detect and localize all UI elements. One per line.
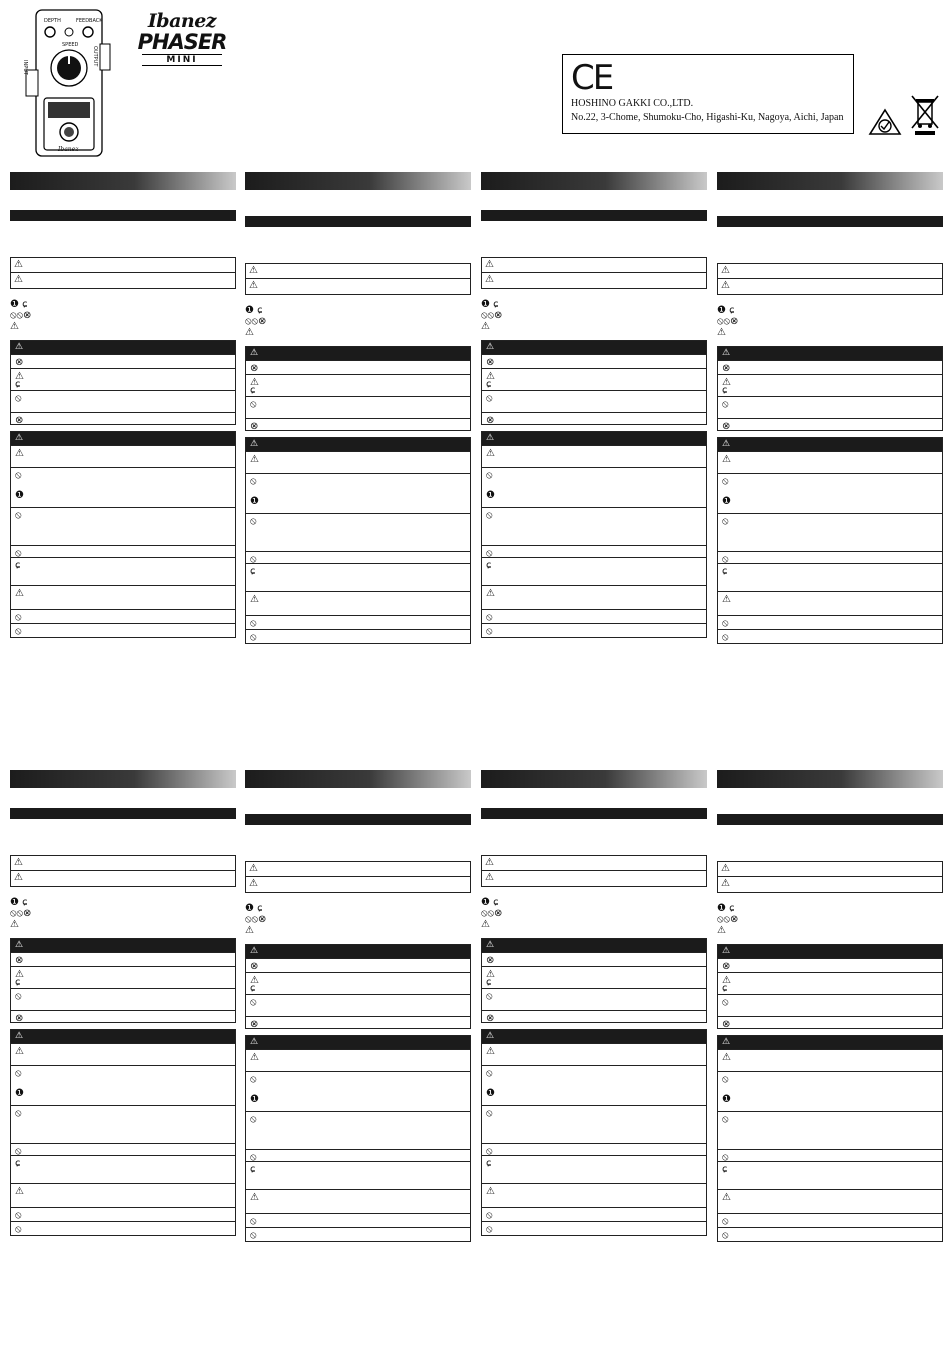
symbol-legend: [481, 897, 707, 930]
caution-item: ⚠: [482, 445, 706, 467]
section-heading-bar: [245, 814, 471, 825]
warning-icon: ⚠: [481, 919, 490, 930]
caution-item: ⦸: [246, 1227, 470, 1241]
caution-item: ⦸: [482, 623, 706, 637]
caution-item: ⦸: [718, 1227, 942, 1241]
warning-item: ⦸: [246, 994, 470, 1016]
section-heading-bar: [717, 814, 943, 825]
warning-section-header: ⚠: [11, 341, 235, 354]
warning-item: ⚠ ɕ: [718, 972, 942, 994]
section-heading-bar: [10, 808, 236, 819]
mandatory-icon: ❶ ɕ: [717, 903, 735, 914]
caution-item: ⦸: [246, 615, 470, 629]
warning-item: ⦸: [718, 396, 942, 418]
caution-item: ⦸: [246, 1111, 470, 1149]
caution-item: ⦸: [482, 545, 706, 557]
warning-section: [10, 938, 236, 1023]
caution-item: ⦸: [246, 629, 470, 643]
symbol-legend: [10, 897, 236, 930]
warning-section: [245, 944, 471, 1029]
caution-item: ⦸: [482, 1207, 706, 1221]
caution-section-header: ⚠: [246, 438, 470, 451]
section-heading-bar: [10, 210, 236, 221]
caution-item: ɕ: [718, 1161, 942, 1189]
caution-definition-box: [10, 871, 236, 887]
symbol-legend: [245, 305, 471, 338]
warning-icon: ⚠: [717, 925, 726, 936]
caution-section: [481, 431, 707, 638]
warning-icon: ⚠: [721, 280, 730, 291]
warning-section-header: ⚠: [482, 939, 706, 952]
caution-item: ⦸: [246, 1213, 470, 1227]
caution-section: [10, 1029, 236, 1236]
warning-icon: ⚠: [249, 280, 258, 291]
language-column-2: [245, 172, 471, 644]
caution-item: ⚠: [11, 1043, 235, 1065]
warning-icon: ⚠: [245, 327, 254, 338]
warning-definition-box: [10, 257, 236, 273]
warning-section: [717, 944, 943, 1029]
prohibited-icon: ⦸⦸⊗: [10, 908, 32, 919]
caution-section-header: ⚠: [482, 432, 706, 445]
caution-item: ɕ: [246, 563, 470, 591]
section-heading-bar: [481, 210, 707, 221]
caution-item: ⦸ ❶: [11, 467, 235, 507]
warning-section: [245, 346, 471, 431]
column-title-bar: [245, 172, 471, 190]
mandatory-icon: ❶ ɕ: [10, 897, 28, 908]
warning-section-header: ⚠: [482, 341, 706, 354]
warning-item: ⊗: [482, 1010, 706, 1022]
caution-section: [481, 1029, 707, 1236]
warning-definition-box: [245, 263, 471, 279]
caution-item: ⚠: [718, 1189, 942, 1213]
pedal-footer-logo: Ibanez: [58, 146, 79, 153]
caution-item: ɕ: [482, 1155, 706, 1183]
caution-definition-box: [245, 877, 471, 893]
caution-item: ⦸: [11, 545, 235, 557]
warning-icon: ⚠: [249, 863, 258, 874]
caution-definition-box: [245, 279, 471, 295]
brand-name: Ibanez: [147, 10, 217, 32]
mandatory-icon: ❶ ɕ: [10, 299, 28, 310]
caution-item: ɕ: [11, 1155, 235, 1183]
caution-section: [717, 437, 943, 644]
manufacturer-name: HOSHINO GAKKI CO.,LTD.: [571, 98, 694, 109]
caution-section-header: ⚠: [482, 1030, 706, 1043]
warning-icon: ⚠: [10, 919, 19, 930]
caution-item: ⦸: [246, 551, 470, 563]
caution-item: ⦸: [718, 1213, 942, 1227]
language-column-8: [717, 770, 943, 1242]
warning-item: ⚠ ɕ: [482, 368, 706, 390]
warning-item: ⊗: [482, 412, 706, 424]
caution-item: ⚠: [718, 591, 942, 615]
caution-item: ⦸ ❶: [482, 467, 706, 507]
pedal-illustration: [14, 8, 118, 158]
caution-item: ⦸ ❶: [246, 1071, 470, 1111]
warning-definition-box: [717, 263, 943, 279]
caution-item: ⚠: [482, 1043, 706, 1065]
symbol-legend: [481, 299, 707, 332]
prohibited-icon: ⦸⦸⊗: [481, 908, 503, 919]
prohibited-icon: ⦸⦸⊗: [245, 316, 267, 327]
caution-section-header: ⚠: [246, 1036, 470, 1049]
ce-mark: CE: [571, 58, 613, 98]
knob-label-depth: DEPTH: [44, 18, 61, 24]
caution-item: ⦸ ❶: [718, 473, 942, 513]
caution-item: ⚠: [11, 585, 235, 609]
warning-section: [481, 938, 707, 1023]
caution-section: [245, 437, 471, 644]
caution-item: ɕ: [718, 563, 942, 591]
jack-label-output: OUTPUT: [92, 46, 98, 67]
warning-section-header: ⚠: [246, 945, 470, 958]
warning-definition-box: [481, 257, 707, 273]
caution-item: ⦸: [482, 1105, 706, 1143]
warning-definition-box: [10, 855, 236, 871]
caution-item: ⦸: [11, 1221, 235, 1235]
caution-item: ⚠: [246, 1049, 470, 1071]
caution-item: ⦸: [718, 615, 942, 629]
warning-item: ⊗: [246, 360, 470, 374]
warning-icon: ⚠: [481, 321, 490, 332]
caution-item: ⦸ ❶: [11, 1065, 235, 1105]
warning-definition-box: [245, 861, 471, 877]
warning-item: ⦸: [11, 988, 235, 1010]
warning-item: ⚠ ɕ: [482, 966, 706, 988]
caution-item: ⚠: [246, 451, 470, 473]
caution-section: [717, 1035, 943, 1242]
warning-item: ⊗: [482, 952, 706, 966]
warning-section: [717, 346, 943, 431]
warning-definition-box: [717, 861, 943, 877]
caution-item: ⦸: [718, 551, 942, 563]
warning-item: ⊗: [718, 1016, 942, 1028]
mandatory-icon: ❶ ɕ: [245, 903, 263, 914]
manufacturer-address: No.22, 3-Chome, Shumoku-Cho, Higashi-Ku, Nagoya, Aichi, Japan: [571, 112, 844, 123]
warning-item: ⚠ ɕ: [246, 374, 470, 396]
manufacturer-box: [562, 54, 854, 134]
symbol-legend: [717, 305, 943, 338]
caution-item: ⦸: [11, 507, 235, 545]
section-heading-bar: [717, 216, 943, 227]
caution-item: ⚠: [246, 1189, 470, 1213]
warning-item: ⊗: [482, 354, 706, 368]
caution-item: ⚠: [11, 445, 235, 467]
caution-item: ⦸: [718, 1149, 942, 1161]
warning-icon: ⚠: [14, 857, 23, 868]
warning-section-header: ⚠: [718, 945, 942, 958]
warning-item: ⊗: [11, 354, 235, 368]
warning-item: ⦸: [482, 390, 706, 412]
caution-item: ⚠: [718, 451, 942, 473]
caution-definition-box: [717, 279, 943, 295]
warning-icon: ⚠: [485, 274, 494, 285]
caution-item: ɕ: [482, 557, 706, 585]
warning-section: [481, 340, 707, 425]
caution-item: ⦸: [246, 513, 470, 551]
caution-section: [245, 1035, 471, 1242]
mandatory-icon: ❶ ɕ: [245, 305, 263, 316]
caution-definition-box: [10, 273, 236, 289]
caution-section-header: ⚠: [11, 432, 235, 445]
mandatory-icon: ❶ ɕ: [481, 897, 499, 908]
model-name: PHASER: [137, 30, 227, 54]
caution-item: ⦸: [11, 1105, 235, 1143]
caution-definition-box: [481, 273, 707, 289]
warning-icon: ⚠: [245, 925, 254, 936]
warning-item: ⊗: [718, 360, 942, 374]
warning-icon: ⚠: [485, 857, 494, 868]
caution-item: ⦸: [11, 623, 235, 637]
product-logo: [134, 10, 230, 66]
warning-section-header: ⚠: [246, 347, 470, 360]
caution-item: ⚠: [482, 1183, 706, 1207]
warning-icon: ⚠: [10, 321, 19, 332]
caution-item: ⦸: [718, 1111, 942, 1149]
warning-item: ⊗: [718, 418, 942, 430]
caution-item: ⚠: [482, 585, 706, 609]
warning-icon: ⚠: [485, 872, 494, 883]
warning-item: ⚠ ɕ: [11, 368, 235, 390]
column-title-bar: [481, 770, 707, 788]
warning-icon: ⚠: [721, 878, 730, 889]
caution-item: ⦸: [482, 1221, 706, 1235]
caution-item: ɕ: [11, 557, 235, 585]
caution-item: ⦸: [482, 609, 706, 623]
prohibited-icon: ⦸⦸⊗: [245, 914, 267, 925]
mandatory-icon: ❶ ɕ: [481, 299, 499, 310]
column-title-bar: [717, 172, 943, 190]
warning-definition-box: [481, 855, 707, 871]
warning-section-header: ⚠: [718, 347, 942, 360]
caution-item: ⦸: [482, 507, 706, 545]
column-title-bar: [245, 770, 471, 788]
language-column-3: [481, 172, 707, 638]
caution-item: ⦸: [11, 1143, 235, 1155]
warning-icon: ⚠: [14, 259, 23, 270]
caution-item: ⦸: [718, 629, 942, 643]
warning-icon: ⚠: [721, 863, 730, 874]
caution-section-header: ⚠: [11, 1030, 235, 1043]
series-name: MINI: [142, 54, 222, 66]
symbol-legend: [10, 299, 236, 332]
warning-icon: ⚠: [14, 274, 23, 285]
knob-label-feedback: FEEDBACK: [76, 18, 103, 24]
warning-item: ⦸: [11, 390, 235, 412]
warning-item: ⚠ ɕ: [11, 966, 235, 988]
rcm-mark-icon: [868, 108, 902, 138]
warning-icon: ⚠: [14, 872, 23, 883]
warning-item: ⦸: [718, 994, 942, 1016]
caution-item: ⦸ ❶: [482, 1065, 706, 1105]
symbol-legend: [717, 903, 943, 936]
warning-item: ⊗: [246, 418, 470, 430]
warning-item: ⊗: [11, 1010, 235, 1022]
mandatory-icon: ❶ ɕ: [717, 305, 735, 316]
warning-item: ⦸: [482, 988, 706, 1010]
warning-section: [10, 340, 236, 425]
caution-section-header: ⚠: [718, 1036, 942, 1049]
caution-item: ⦸: [11, 1207, 235, 1221]
jack-label-input: INPUT: [22, 60, 28, 75]
language-column-6: [245, 770, 471, 1242]
caution-item: ɕ: [246, 1161, 470, 1189]
warning-item: ⚠ ɕ: [718, 374, 942, 396]
warning-section-header: ⚠: [11, 939, 235, 952]
warning-item: ⚠ ɕ: [246, 972, 470, 994]
caution-section: [10, 431, 236, 638]
language-column-1: [10, 172, 236, 638]
caution-item: ⚠: [246, 591, 470, 615]
caution-item: ⦸ ❶: [718, 1071, 942, 1111]
warning-icon: ⚠: [485, 259, 494, 270]
section-heading-bar: [481, 808, 707, 819]
column-title-bar: [481, 172, 707, 190]
caution-item: ⚠: [11, 1183, 235, 1207]
caution-item: ⦸: [246, 1149, 470, 1161]
prohibited-icon: ⦸⦸⊗: [10, 310, 32, 321]
language-column-5: [10, 770, 236, 1236]
warning-item: ⊗: [11, 952, 235, 966]
language-column-4: [717, 172, 943, 644]
warning-icon: ⚠: [249, 878, 258, 889]
warning-item: ⊗: [246, 958, 470, 972]
prohibited-icon: ⦸⦸⊗: [717, 914, 739, 925]
warning-item: ⊗: [718, 958, 942, 972]
warning-item: ⊗: [11, 412, 235, 424]
caution-item: ⦸ ❶: [246, 473, 470, 513]
column-title-bar: [10, 172, 236, 190]
caution-item: ⦸: [482, 1143, 706, 1155]
warning-icon: ⚠: [717, 327, 726, 338]
caution-item: ⦸: [718, 513, 942, 551]
prohibited-icon: ⦸⦸⊗: [481, 310, 503, 321]
section-heading-bar: [245, 216, 471, 227]
column-title-bar: [10, 770, 236, 788]
weee-bin-icon: [910, 94, 940, 136]
language-column-7: [481, 770, 707, 1236]
document-header: [0, 0, 950, 170]
caution-item: ⦸: [11, 609, 235, 623]
column-title-bar: [717, 770, 943, 788]
knob-label-speed: SPEED: [62, 42, 79, 48]
caution-item: ⚠: [718, 1049, 942, 1071]
caution-section-header: ⚠: [718, 438, 942, 451]
warning-item: ⦸: [246, 396, 470, 418]
warning-icon: ⚠: [721, 265, 730, 276]
caution-definition-box: [481, 871, 707, 887]
prohibited-icon: ⦸⦸⊗: [717, 316, 739, 327]
warning-item: ⊗: [246, 1016, 470, 1028]
caution-definition-box: [717, 877, 943, 893]
warning-icon: ⚠: [249, 265, 258, 276]
symbol-legend: [245, 903, 471, 936]
